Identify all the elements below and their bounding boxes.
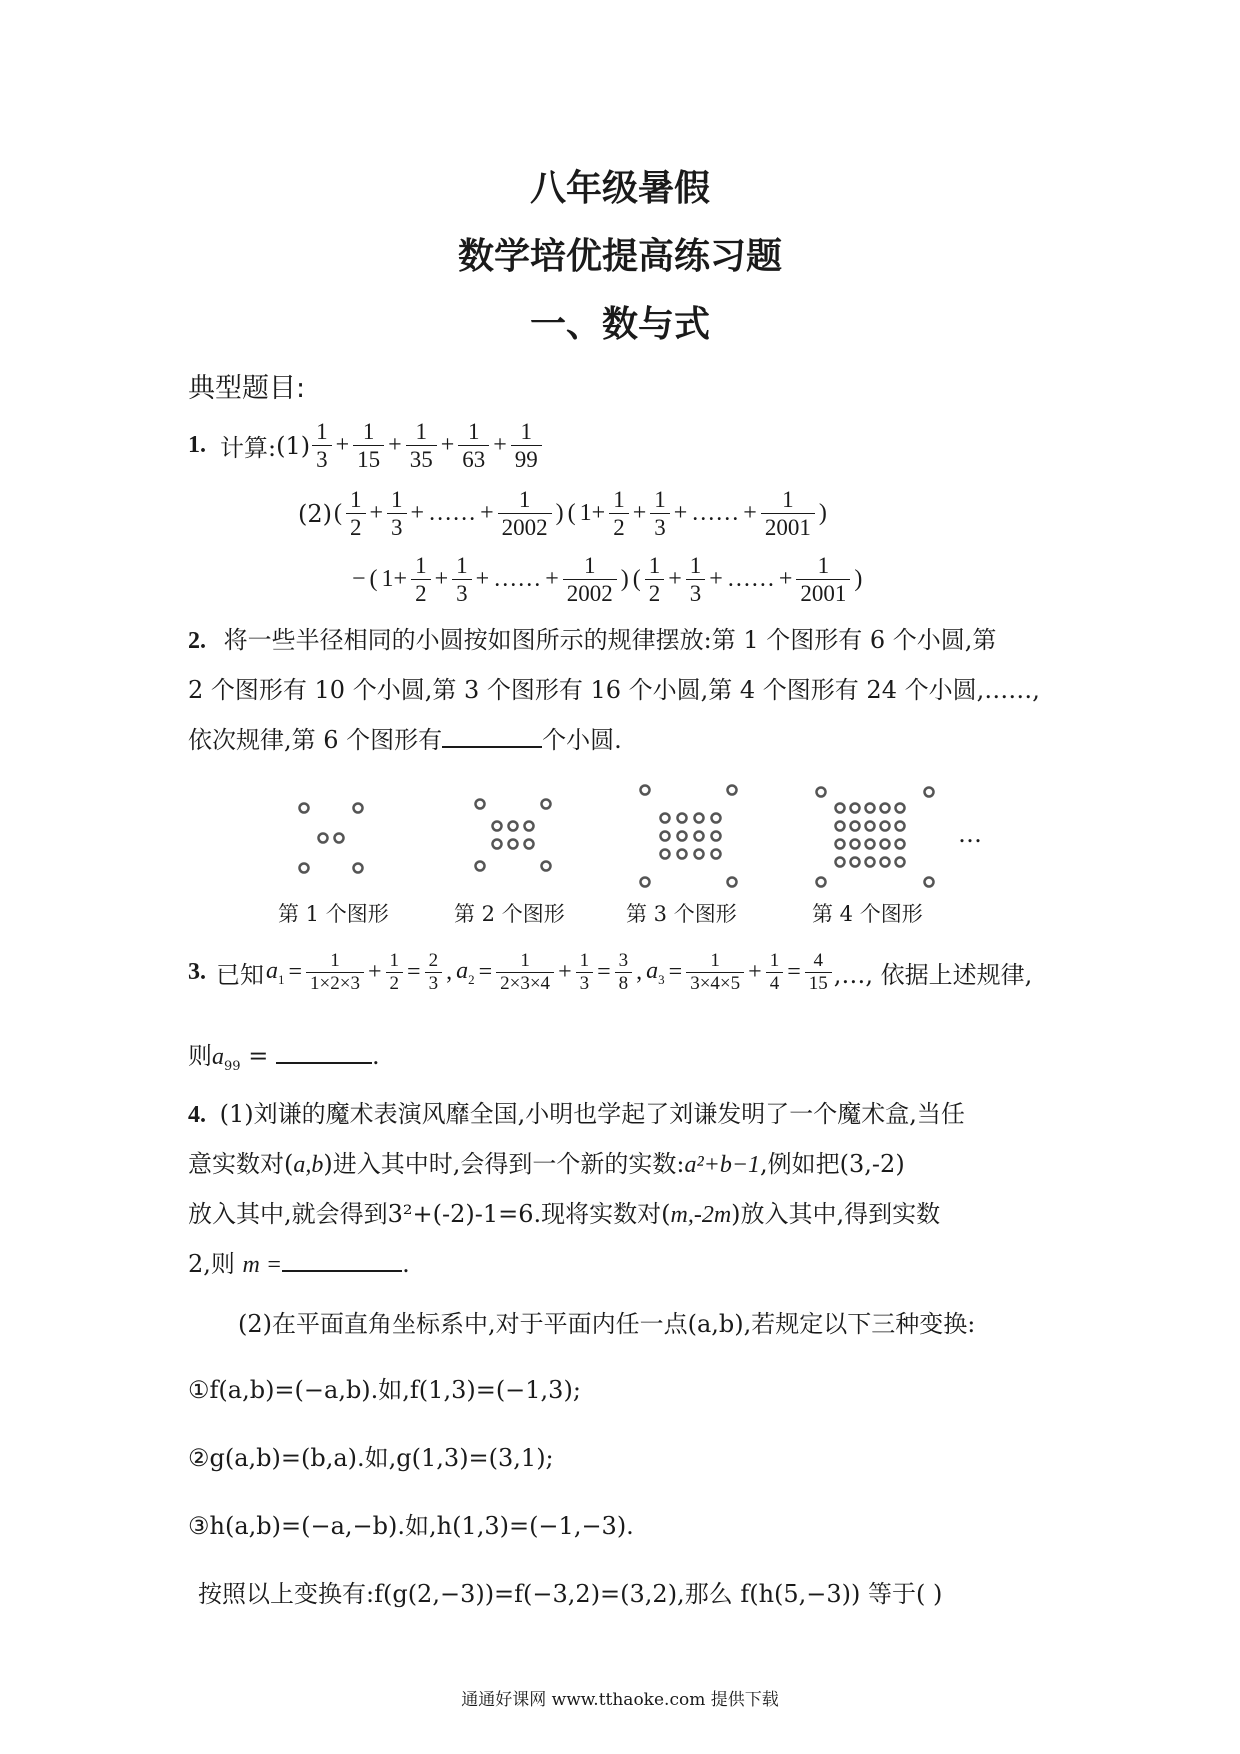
period: . xyxy=(371,1042,380,1070)
comma: , xyxy=(446,959,453,985)
fraction: $\frac{4}{15}$ xyxy=(805,950,832,995)
plus-sign: + xyxy=(367,959,382,985)
plus-sign: + xyxy=(434,566,449,592)
variable-a: a xyxy=(212,1044,224,1070)
plus-sign: + xyxy=(440,432,455,458)
subscript: 99 xyxy=(224,1058,241,1074)
section-heading: 典型题目: xyxy=(188,373,306,404)
question-number: 1. xyxy=(188,432,206,458)
period: . xyxy=(402,1250,410,1278)
pattern-4 xyxy=(817,788,934,887)
fraction: $\frac{1}{3}$ xyxy=(387,486,407,541)
plus-sign: + xyxy=(545,566,559,592)
ellipsis: …… xyxy=(691,500,740,526)
comma: , xyxy=(636,959,643,985)
pattern-1 xyxy=(300,804,363,873)
equals: = xyxy=(288,959,303,985)
paren: ) xyxy=(555,500,564,526)
q3-tail: ,…, 依据上述规律, xyxy=(833,961,1033,989)
q1-part-label: (2) xyxy=(298,499,332,528)
plus-sign: + xyxy=(709,566,723,592)
subscript: 1 xyxy=(278,971,285,987)
question-number: 3. xyxy=(188,959,206,985)
fraction: $\frac{1}{99}$ xyxy=(511,418,542,473)
equals: = xyxy=(478,959,493,985)
pair-ab: a,b xyxy=(293,1152,324,1178)
page-footer: 通通好课网 www.tthaoke.com 提供下载 xyxy=(461,1690,779,1710)
q1-part-label: (1) xyxy=(276,431,311,460)
caption-figure-1: 第 1 个图形 xyxy=(278,902,389,926)
fraction: $\frac{1}{3}$ xyxy=(312,418,332,473)
fraction: $\frac{2}{3}$ xyxy=(425,950,443,995)
q3-lead: 已知 xyxy=(216,961,264,989)
fraction: $\frac{1}{2\times 3\times 4}$ xyxy=(496,950,554,995)
equals: = xyxy=(248,1042,269,1070)
fraction: $\frac{1}{3}$ xyxy=(650,486,670,541)
question-2-line-3 xyxy=(188,720,622,755)
pair-m: m,-2m xyxy=(670,1202,732,1228)
plus-sign: + xyxy=(480,500,494,526)
transform-rule-h: ③h(a,b)=(−a,−b).如,h(1,3)=(−1,−3). xyxy=(188,1512,634,1540)
question-1-part-2-line-2 xyxy=(350,552,864,607)
fraction: $\frac{1}{2}$ xyxy=(645,552,665,607)
q4-text: (1)刘谦的魔术表演风靡全国,小明也学起了刘谦发明了一个魔术盒,当任 xyxy=(219,1100,965,1128)
question-2-line-1 xyxy=(188,620,996,655)
fraction: $\frac{1}{2}$ xyxy=(346,486,366,541)
question-4-line-4 xyxy=(188,1244,410,1279)
fraction: $\frac{1}{63}$ xyxy=(458,418,489,473)
ellipsis: …… xyxy=(726,566,775,592)
fraction: $\frac{1}{4}$ xyxy=(766,950,784,995)
plus-sign: + xyxy=(778,566,793,592)
expression: a²+b−1 xyxy=(684,1152,761,1178)
term: 1+ xyxy=(579,500,606,526)
plus-sign: + xyxy=(388,432,402,458)
fraction: $\frac{1}{1\times 2\times 3}$ xyxy=(306,950,364,995)
plus-sign: + xyxy=(748,959,762,985)
paren: ( xyxy=(369,566,378,592)
question-4-line-1 xyxy=(188,1094,965,1129)
pattern-2 xyxy=(476,800,551,871)
fraction: $\frac{1}{2}$ xyxy=(386,950,404,995)
question-number: 4. xyxy=(188,1102,206,1128)
fraction: $\frac{1}{3}$ xyxy=(686,552,706,607)
fraction: $\frac{1}{2}$ xyxy=(609,486,629,541)
m-equals: m = xyxy=(242,1252,283,1278)
answer-blank[interactable] xyxy=(276,1040,372,1064)
fraction: $\frac{3}{8}$ xyxy=(615,950,633,995)
subscript: 3 xyxy=(658,971,665,987)
ellipsis: …… xyxy=(428,500,477,526)
q4-text: )进入其中时,会得到一个新的实数: xyxy=(323,1150,685,1178)
three-squared: 3² xyxy=(387,1200,413,1228)
variable-a: a xyxy=(456,957,469,984)
paren: ( xyxy=(632,566,641,592)
plus-sign: + xyxy=(743,500,757,526)
q2-text: 个小圆. xyxy=(542,726,622,754)
paren: ) xyxy=(620,566,629,592)
question-4-line-2 xyxy=(188,1144,905,1179)
q4-text: 意实数对( xyxy=(188,1150,294,1178)
pattern-3 xyxy=(641,786,737,887)
caption-figure-4: 第 4 个图形 xyxy=(812,902,923,926)
q4-text: +(-2)-1=6.现将实数对( xyxy=(412,1200,671,1228)
caption-figure-2: 第 2 个图形 xyxy=(454,902,565,926)
plus-sign: + xyxy=(335,432,350,458)
q3-then: 则 xyxy=(188,1042,212,1070)
fraction: $\frac{1}{2002}$ xyxy=(498,486,552,541)
equals: = xyxy=(407,959,421,985)
fraction: $\frac{1}{3\times 4\times 5}$ xyxy=(686,950,744,995)
equals: = xyxy=(668,959,683,985)
ellipsis: …… xyxy=(493,566,542,592)
question-1-part-2-line-1 xyxy=(298,486,829,541)
paren: ( xyxy=(334,500,342,526)
q2-text: 依次规律,第 6 个图形有 xyxy=(188,726,443,754)
equals: = xyxy=(787,959,801,985)
paren: ( xyxy=(567,500,576,526)
plus-sign: + xyxy=(475,566,490,592)
fraction: $\frac{1}{3}$ xyxy=(452,552,472,607)
plus-sign: + xyxy=(632,500,647,526)
plus-sign: + xyxy=(493,432,507,458)
variable-a: a xyxy=(646,957,659,984)
question-4-line-3 xyxy=(188,1194,940,1229)
plus-sign: + xyxy=(369,500,384,526)
minus-sign: − xyxy=(352,566,366,592)
fraction: $\frac{1}{15}$ xyxy=(353,418,384,473)
q4-text: 放入其中,就会得到 xyxy=(188,1200,388,1228)
transform-rule-f: ①f(a,b)=(−a,b).如,f(1,3)=(−1,3); xyxy=(188,1376,581,1404)
fraction: $\frac{1}{2001}$ xyxy=(761,486,815,541)
plus-sign: + xyxy=(668,566,682,592)
term: 1+ xyxy=(381,566,408,592)
caption-figure-3: 第 3 个图形 xyxy=(626,902,737,926)
paren: ) xyxy=(818,500,827,526)
fraction: $\frac{1}{2002}$ xyxy=(563,552,617,607)
question-4-final: 按照以上变换有:f(g(2,−3))=f(−3,2)=(3,2),那么 f(h(5,−3)) 等于( ) xyxy=(198,1580,943,1608)
variable-a: a xyxy=(266,957,278,984)
title-line-2: 数学培优提高练习题 xyxy=(457,236,782,277)
fraction: $\frac{1}{2001}$ xyxy=(796,552,850,607)
title-line-3: 一、数与式 xyxy=(529,304,710,345)
fraction: $\frac{1}{2}$ xyxy=(411,552,431,607)
plus-sign: + xyxy=(558,959,572,985)
answer-blank[interactable] xyxy=(282,1248,402,1272)
title-line-1: 八年级暑假 xyxy=(529,168,710,209)
equals: = xyxy=(597,959,611,985)
plus-sign: + xyxy=(673,500,688,526)
fraction: $\frac{1}{3}$ xyxy=(576,950,594,995)
question-number: 2. xyxy=(188,628,206,654)
q2-text: 将一些半径相同的小圆按如图所示的规律摆放:第 1 个图形有 6 个小圆,第 xyxy=(223,626,997,654)
fraction: $\frac{1}{35}$ xyxy=(406,418,437,473)
paren: ) xyxy=(854,566,863,592)
transform-rule-g: ②g(a,b)=(b,a).如,g(1,3)=(3,1); xyxy=(188,1444,554,1472)
question-3-line-1 xyxy=(188,950,1032,995)
answer-blank[interactable] xyxy=(442,724,542,748)
subscript: 2 xyxy=(468,971,475,987)
pattern-ellipsis: … xyxy=(958,820,982,848)
q4-text: )放入其中,得到实数 xyxy=(731,1200,941,1228)
question-1-part-1 xyxy=(188,418,544,473)
question-2-line-2: 2 个图形有 10 个小圆,第 3 个图形有 16 个小圆,第 4 个图形有 24 个小圆,……, xyxy=(188,676,1040,704)
question-3-line-2 xyxy=(188,1036,380,1074)
q4-text: 2,则 xyxy=(188,1250,235,1278)
question-4-part-2: (2)在平面直角坐标系中,对于平面内任一点(a,b),若规定以下三种变换: xyxy=(238,1310,976,1338)
q4-text: ,例如把(3,-2) xyxy=(760,1150,905,1178)
plus-sign: + xyxy=(410,500,425,526)
circle-pattern-figure xyxy=(280,778,1000,898)
q1-lead: 计算: xyxy=(220,434,277,462)
